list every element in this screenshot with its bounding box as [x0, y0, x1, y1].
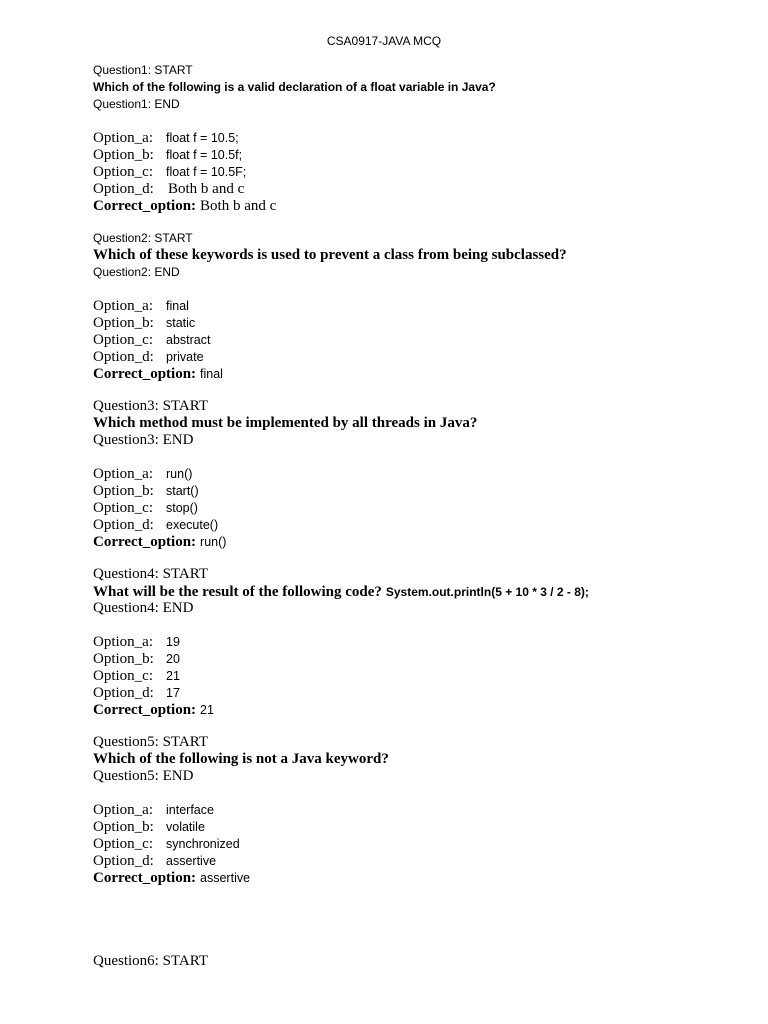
option-b: Option_b: float f = 10.5f; [93, 147, 243, 163]
question-start-marker: Question6: START [93, 953, 208, 969]
option-c: Option_c: stop() [93, 500, 198, 516]
option-d: Option_d: assertive [93, 853, 217, 869]
question-text: Which of the following is a valid declaration of a float variable in Java? [93, 80, 496, 94]
option-a: Option_a: interface [93, 802, 214, 818]
option-c: Option_c: synchronized [93, 836, 240, 852]
question-text: Which of the following is not a Java keyword? [93, 751, 389, 767]
question-1 [93, 62, 733, 214]
page-header: CSA0917-JAVA MCQ [326, 34, 442, 48]
option-d: Option_d: 17 [93, 685, 180, 701]
question-end-marker: Question4: END [93, 600, 194, 616]
option-d: Option_d: execute() [93, 517, 219, 533]
correct-option: Correct_option: 21 [93, 702, 214, 718]
option-b: Option_b: volatile [93, 819, 205, 835]
code-snippet: System.out.println(5 + 10 * 3 / 2 - 8); [385, 585, 589, 599]
option-c: Option_c: 21 [93, 668, 180, 684]
question-start-marker: Question4: START [93, 566, 208, 582]
question-end-marker: Question3: END [93, 432, 194, 448]
question-4 [93, 566, 733, 718]
question-5 [93, 734, 733, 886]
option-c: Option_c: float f = 10.5F; [93, 164, 247, 180]
question-6 [93, 953, 733, 970]
option-b: Option_b: start() [93, 483, 199, 499]
question-text: Which method must be implemented by all threads in Java? [93, 415, 478, 431]
question-text: Which of these keywords is used to prevent a class from being subclassed? [93, 247, 567, 263]
correct-option: Correct_option: final [93, 366, 223, 382]
option-c: Option_c: abstract [93, 332, 211, 348]
option-a: Option_a: final [93, 298, 189, 314]
correct-option: Correct_option: run() [93, 534, 227, 550]
document-body [93, 62, 733, 970]
question-text: What will be the result of the following code? System.out.println(5 + 10 * 3 / 2 - 8); [93, 584, 589, 600]
option-b: Option_b: static [93, 315, 196, 331]
option-a: Option_a: 19 [93, 634, 180, 650]
option-a: Option_a: float f = 10.5; [93, 130, 239, 146]
option-d: Option_d: private [93, 349, 204, 365]
option-a: Option_a: run() [93, 466, 193, 482]
question-2 [93, 230, 733, 382]
option-b: Option_b: 20 [93, 651, 180, 667]
question-start-marker: Question1: START [93, 63, 193, 77]
option-d: Option_d: Both b and c [93, 181, 245, 197]
question-start-marker: Question2: START [93, 231, 193, 245]
correct-option: Correct_option: Both b and c [93, 198, 277, 214]
correct-option: Correct_option: assertive [93, 870, 251, 886]
question-end-marker: Question2: END [93, 265, 180, 279]
question-3 [93, 398, 733, 550]
question-end-marker: Question5: END [93, 768, 194, 784]
question-end-marker: Question1: END [93, 97, 180, 111]
question-start-marker: Question3: START [93, 398, 208, 414]
question-start-marker: Question5: START [93, 734, 208, 750]
